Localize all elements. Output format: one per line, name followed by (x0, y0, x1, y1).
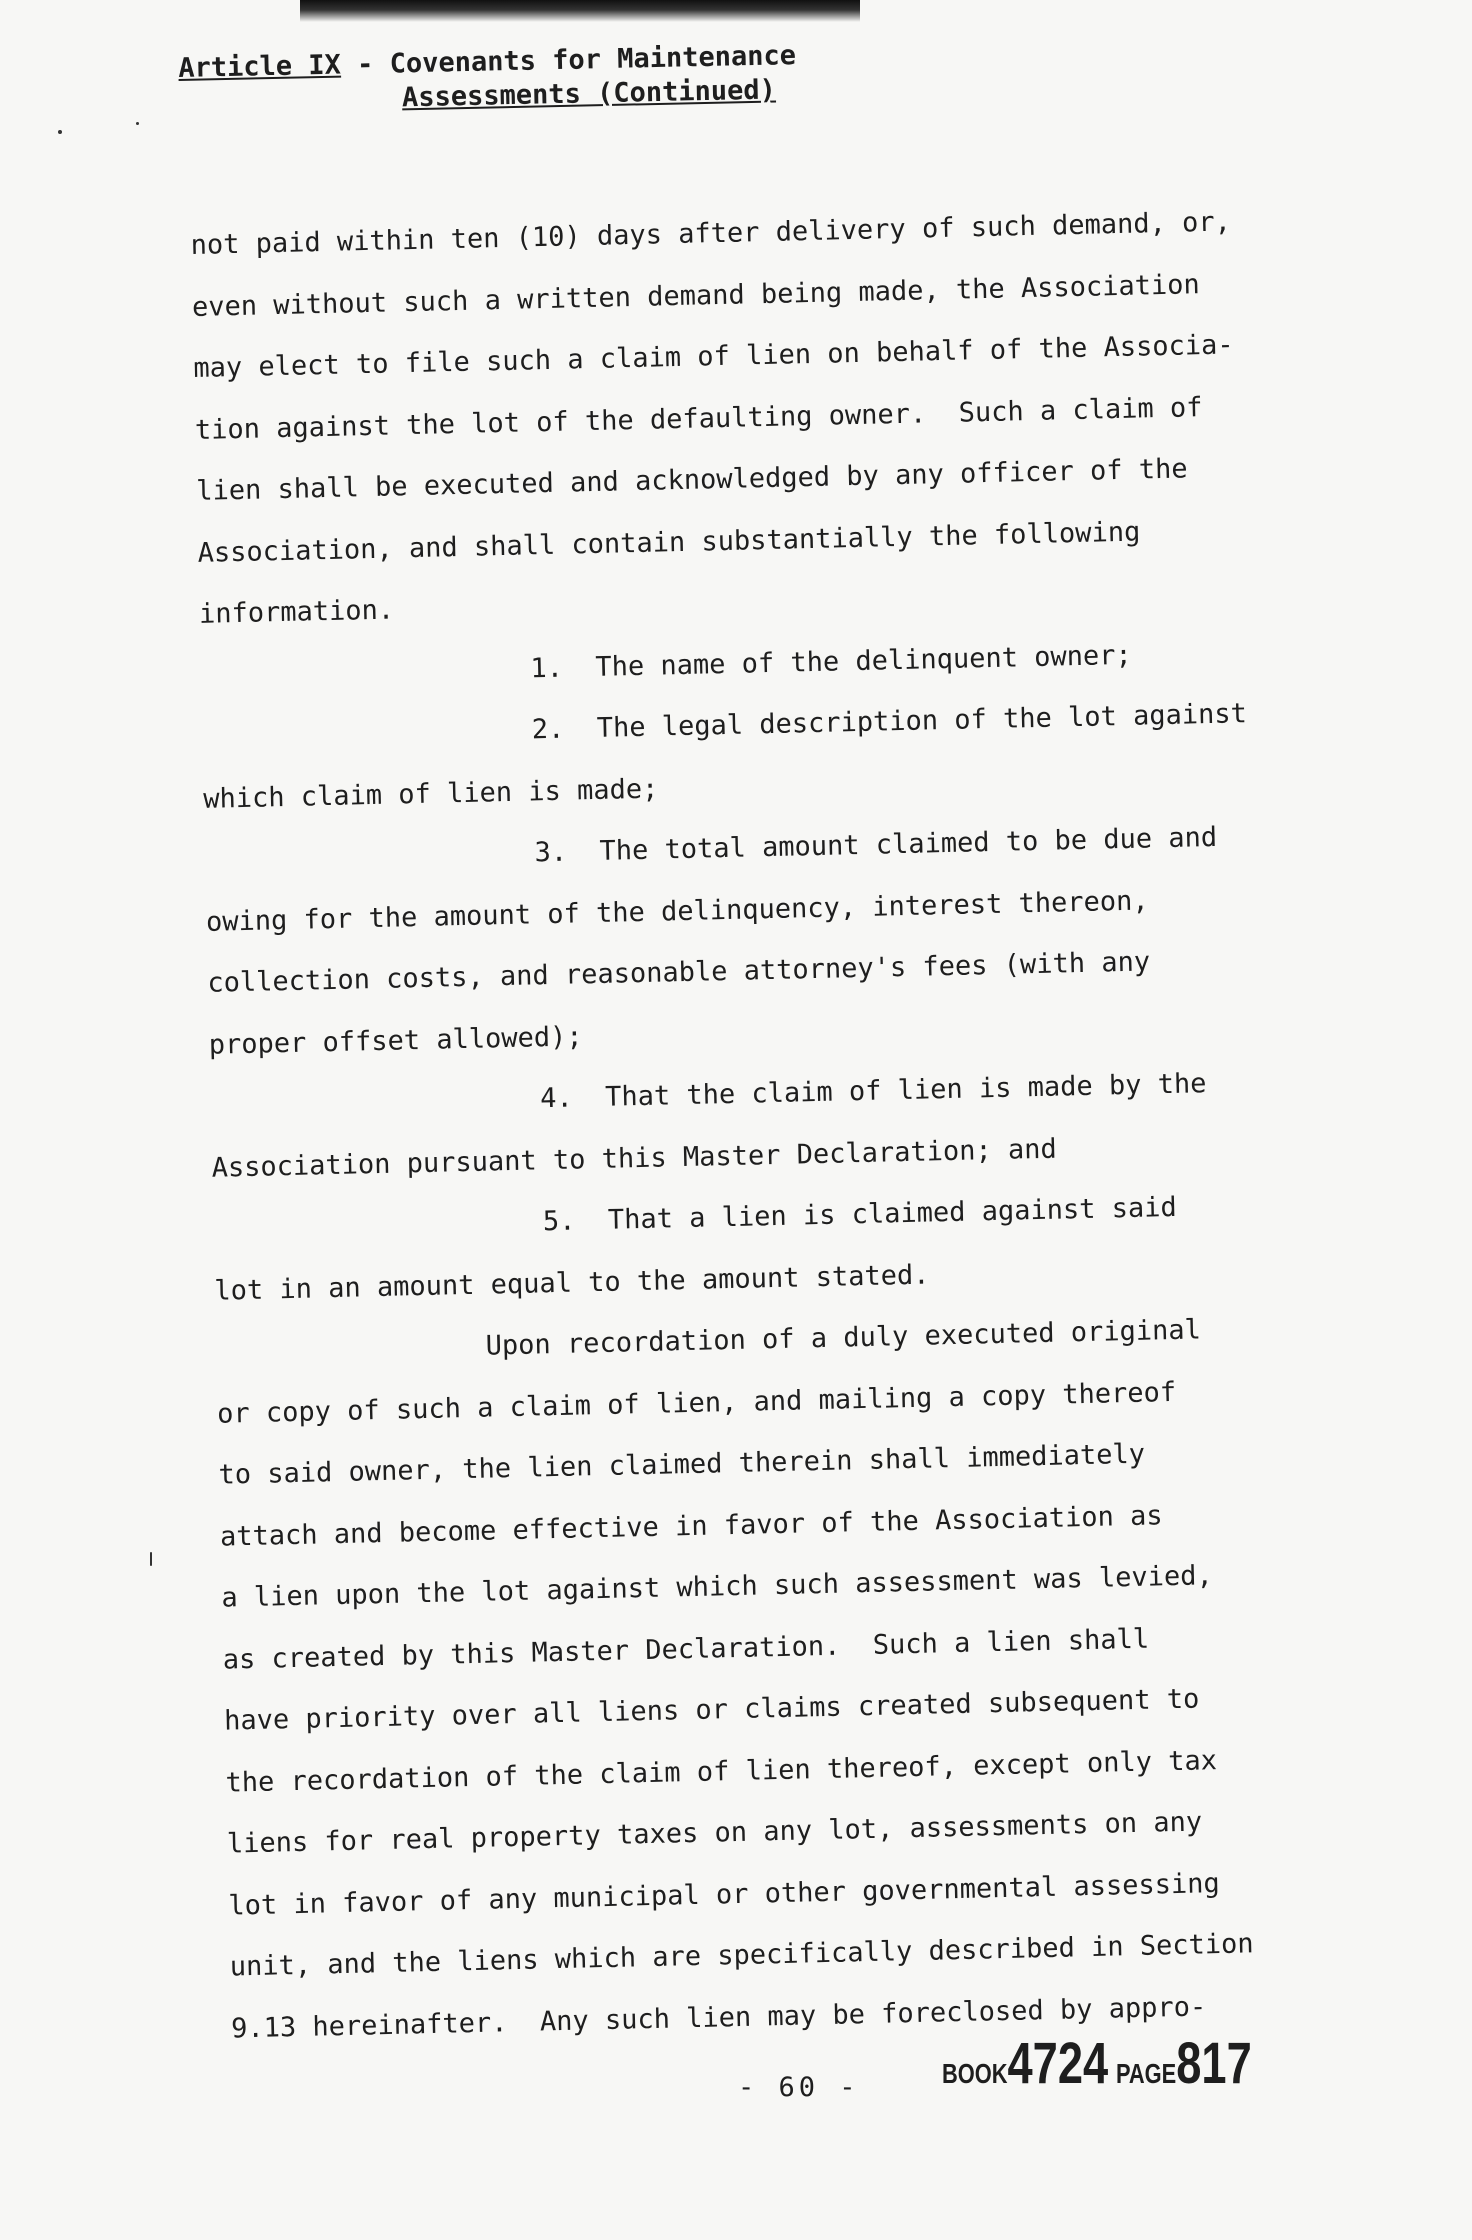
text-line: as created by this Master Declaration. Such a lien shall (222, 1623, 1150, 1676)
text-line: Association pursuant to this Master Declaration; and (211, 1133, 1058, 1184)
article-number: Article IX (178, 49, 342, 84)
text-line: may elect to file such a claim of lien on behalf of the Associa- (193, 329, 1234, 384)
list-item-number: 4. (539, 1082, 573, 1115)
list-item-text: The total amount claimed to be due and (599, 821, 1218, 867)
scan-speck (58, 130, 62, 134)
book-page-stamp (942, 2030, 1252, 2097)
text-line: lot in favor of any municipal or other governmental assessing (228, 1867, 1221, 1922)
list-item-number: 3. (534, 836, 568, 869)
text-line: unit, and the liens which are specifically described in Section (229, 1928, 1254, 1983)
text-line: tion against the lot of the defaulting owner. Such a claim of (194, 391, 1203, 446)
list-item-text: That a lien is claimed against said (607, 1191, 1178, 1236)
recordation-paragraph (215, 1296, 1371, 2060)
text-line: Association, and shall contain substantially the following (197, 516, 1141, 569)
list-item-number: 1. (530, 652, 564, 684)
text-line: even without such a written demand being made, the Association (191, 268, 1201, 323)
list-item-text: That the claim of lien is made by the (604, 1068, 1207, 1113)
text-line: liens for real property taxes on any lot, assessments on any (226, 1806, 1203, 1860)
text-line: or copy of such a claim of lien, and mailing a copy thereof (216, 1376, 1177, 1430)
scan-speck (136, 122, 139, 125)
list-item (204, 804, 1349, 1076)
scan-edge-shadow (300, 0, 860, 22)
scan-speck (150, 1552, 152, 1566)
book-label: BOOK (942, 2058, 1008, 2089)
text-line: have priority over all liens or claims created subsequent to (223, 1683, 1200, 1737)
text-line: owing for the amount of the delinquency, interest thereon, (205, 884, 1149, 938)
article-title-line2: Assessments (Continued) (401, 74, 777, 114)
book-number: 4724 (1007, 2031, 1109, 2096)
text-line: which claim of lien is made; (202, 773, 659, 815)
intro-paragraph (190, 189, 1339, 645)
page-number: - 60 - (738, 2072, 860, 2103)
document-body (190, 189, 1372, 2059)
text-line: to said owner, the lien claimed therein shall immediately (218, 1438, 1146, 1491)
text-line: information. (198, 594, 395, 630)
text-line: a lien upon the lot against which such assessment was levied, (221, 1560, 1214, 1614)
text-line: lot in an amount equal to the amount stated. (214, 1258, 930, 1307)
list-item-text: The name of the delinquent owner; (595, 639, 1133, 683)
article-title-line1: Covenants for Maintenance (389, 40, 797, 80)
text-line: 9.13 hereinafter. Any such lien may be foreclosed by appro- (230, 1990, 1207, 2045)
page-label: PAGE (1115, 2058, 1177, 2089)
text-line: not paid within ten (10) days after delivery of such demand, or, (190, 206, 1232, 261)
text-line: the recordation of the claim of lien thereof, except only tax (225, 1744, 1218, 1799)
text-line: attach and become effective in favor of the Association as (219, 1499, 1163, 1553)
list-item-text: The legal description of the lot against (596, 698, 1248, 744)
page-reference: 817 (1176, 2031, 1252, 2096)
text-line: Upon recordation of a duly executed original (485, 1314, 1202, 1362)
text-line: proper offset allowed); (208, 1020, 583, 1061)
text-line: collection costs, and reasonable attorney's fees (with any (207, 946, 1151, 999)
list-item-number: 2. (531, 713, 565, 746)
page-header (178, 39, 797, 120)
header-dash: - (356, 48, 374, 81)
text-line: lien shall be executed and acknowledged by any officer of the (195, 453, 1188, 507)
list-item-number: 5. (542, 1205, 576, 1238)
